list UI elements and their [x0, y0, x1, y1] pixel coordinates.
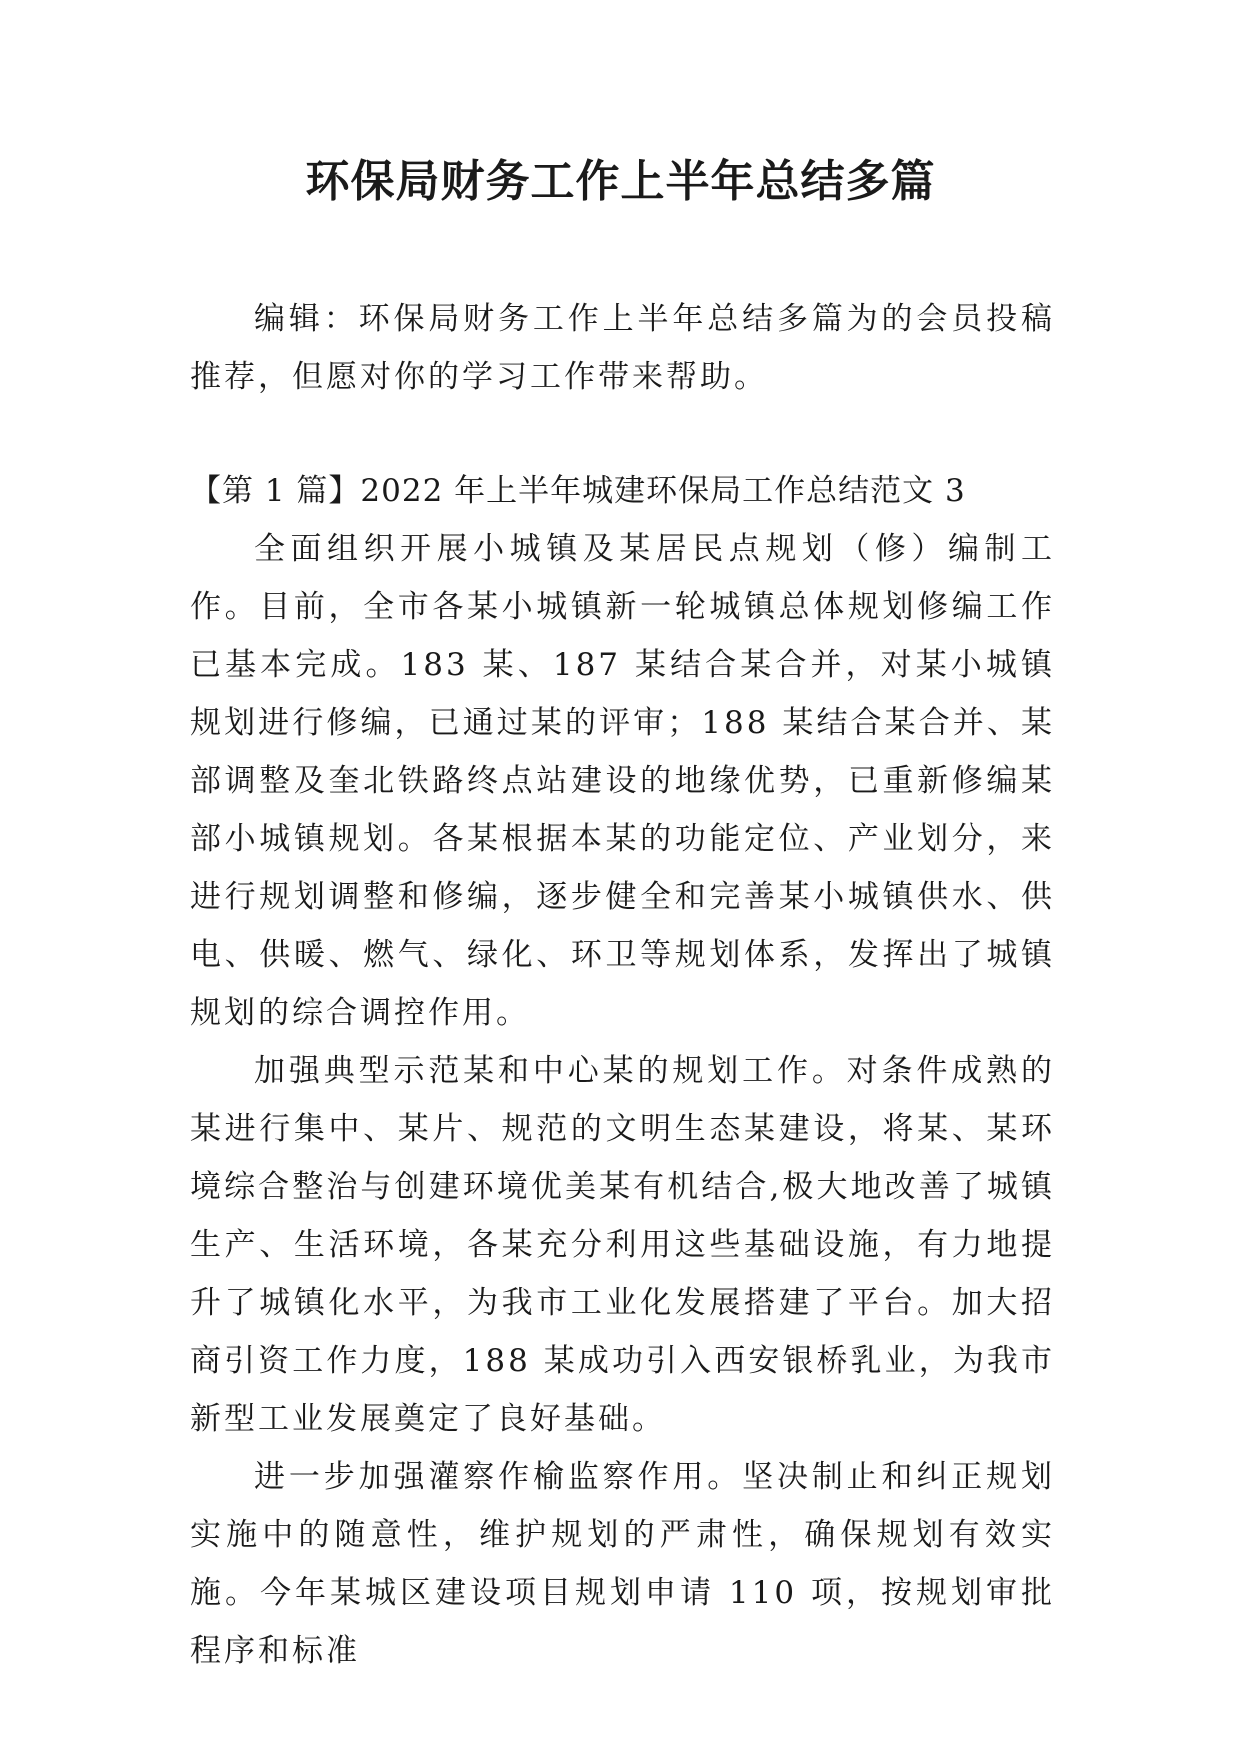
section-heading: 【第 1 篇】2022 年上半年城建环保局工作总结范文 3 [190, 473, 966, 509]
paragraph: 进一步加强灌察作榆监察作用。坚决制止和纠正规划实施中的随意性，维护规划的严肃性，确保规划有效实施。今年某城区建设项目规划申请 110 项，按规划审批程序和标准 [190, 1459, 1055, 1669]
article-body [190, 520, 1055, 1680]
document-title: 环保局财务工作上半年总结多篇 [305, 156, 936, 207]
editor-note: 编辑：环保局财务工作上半年总结多篇为的会员投稿推荐，但愿对你的学习工作带来帮助。 [190, 301, 1055, 395]
paragraph: 加强典型示范某和中心某的规划工作。对条件成熟的某进行集中、某片、规范的文明生态某建设，将某、某环境综合整治与创建环境优美某有机结合,极大地改善了城镇生产、生活环境，各某充分利用这些基础设施，有力地提升了城镇化水平，为我市工业化发展搭建了平台。加大招商引资工作力度，188 某成功引入西安银桥乳业，为我市新型工业发展奠定了良好基础。 [190, 1053, 1055, 1437]
paragraph: 全面组织开展小城镇及某居民点规划（修）编制工作。目前，全市各某小城镇新一轮城镇总体规划修编工作已基本完成。183 某、187 某结合某合并，对某小城镇规划进行修编，已通过某的评审；188 某结合某合并、某部调整及奎北铁路终点站建设的地缘优势，已重新修编某部小城镇规划。各某根据本某的功能定位、产业划分，来进行规划调整和修编，逐步健全和完善某小城镇供水、供电、供暖、燃气、绿化、环卫等规划体系，发挥出了城镇规划的综合调控作用。 [190, 531, 1055, 1031]
